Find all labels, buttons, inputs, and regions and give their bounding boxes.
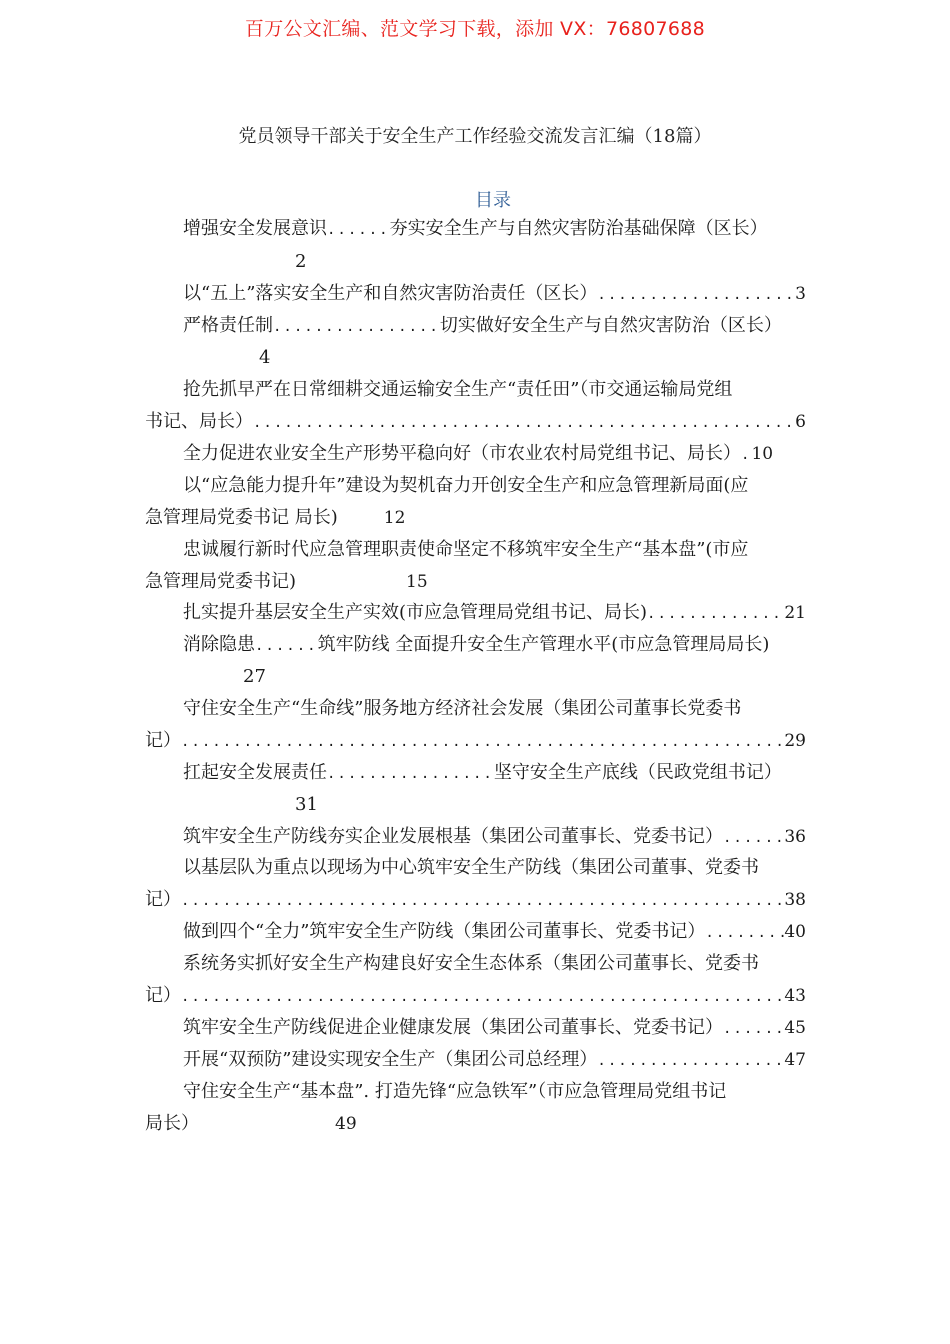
toc-entry-page: 15 bbox=[406, 572, 428, 592]
toc-entry-text-cont: 急管理局党委书记 局长) bbox=[145, 507, 338, 528]
toc-entry-text: 扛起安全发展责任 bbox=[183, 762, 327, 783]
toc-entry-7-cont[interactable] bbox=[145, 570, 806, 594]
toc-entry-text: 做到四个“全力”筑牢安全生产防线（集团公司董事长、党委书记） bbox=[183, 921, 706, 942]
toc-entry-page: 12 bbox=[383, 508, 406, 528]
toc-entry-text-cont: 夯实安全生产与自然灾害防治基础保障（区长） bbox=[389, 218, 768, 239]
leader-dots bbox=[723, 826, 784, 850]
toc-entry-page: 43 bbox=[784, 986, 806, 1006]
toc-entry-10-cont[interactable] bbox=[145, 729, 806, 754]
download-banner: 百万公文汇编、范文学习下载，添加 VX：76807688 bbox=[244, 18, 706, 40]
leader-dots bbox=[597, 1049, 784, 1073]
toc-entry-text: 消除隐患 bbox=[183, 634, 255, 655]
toc-entry-9-page: 27 bbox=[243, 666, 266, 687]
toc-entry-11-page: 31 bbox=[295, 794, 318, 815]
toc-entry-text-cont: 记） bbox=[145, 889, 181, 910]
toc-entry-7[interactable] bbox=[183, 538, 806, 562]
toc-entry-8[interactable] bbox=[183, 601, 806, 626]
toc-entry-1[interactable] bbox=[183, 217, 806, 242]
toc-entry-page: 47 bbox=[784, 1050, 806, 1070]
toc-entry-5[interactable] bbox=[183, 442, 806, 467]
leader-dots: ................ bbox=[273, 319, 440, 335]
toc-entry-4[interactable] bbox=[183, 378, 806, 402]
toc-entry-9[interactable] bbox=[183, 633, 806, 658]
toc-entry-1-page: 2 bbox=[295, 251, 307, 272]
toc-entry-11[interactable] bbox=[183, 761, 806, 786]
leader-dots bbox=[181, 985, 784, 1009]
toc-entry-page: 38 bbox=[784, 890, 806, 910]
toc-entry-13[interactable] bbox=[183, 856, 806, 880]
toc-entry-text: 筑牢安全生产防线夯实企业发展根基（集团公司董事长、党委书记） bbox=[183, 826, 723, 847]
toc-entry-4-cont[interactable] bbox=[145, 410, 806, 435]
toc-entry-text-cont: 记） bbox=[145, 730, 181, 751]
toc-entry-page: 3 bbox=[795, 284, 806, 304]
toc-entry-page: 29 bbox=[784, 731, 806, 751]
toc-entry-text: 以“应急能力提升年”建设为契机奋力开创安全生产和应急管理新局面(应 bbox=[183, 475, 749, 496]
toc-entry-3[interactable] bbox=[183, 314, 806, 339]
toc-entry-2[interactable] bbox=[183, 282, 806, 307]
toc-entry-text: 抢先抓早严在日常细耕交通运输安全生产“责任田”（市交通运输局党组 bbox=[183, 379, 733, 400]
toc-entry-13-cont[interactable] bbox=[145, 888, 806, 913]
toc-entry-10[interactable] bbox=[183, 697, 806, 721]
leader-dots bbox=[705, 921, 784, 945]
toc-entry-17[interactable] bbox=[183, 1048, 806, 1073]
toc-entry-text: 守住安全生产“生命线”服务地方经济社会发展（集团公司董事长党委书 bbox=[183, 698, 742, 719]
toc-entry-text: 增强安全发展意识 bbox=[183, 218, 327, 239]
toc-entry-page: 40 bbox=[784, 922, 806, 942]
toc-entry-text: 系统务实抓好安全生产构建良好安全生态体系（集团公司董事长、党委书 bbox=[183, 953, 759, 974]
toc-entry-16[interactable] bbox=[183, 1016, 806, 1041]
document-title: 党员领导干部关于安全生产工作经验交流发言汇编（18篇） bbox=[238, 126, 712, 147]
toc-entry-14[interactable] bbox=[183, 920, 806, 945]
toc-entry-text: 以“五上”落实安全生产和自然灾害防治责任（区长） bbox=[183, 283, 598, 304]
toc-entry-text-cont: 书记、局长） bbox=[145, 411, 253, 432]
toc-entry-text-cont: 局长） bbox=[145, 1113, 199, 1134]
toc-entry-text: 守住安全生产“基本盘”. 打造先锋“应急铁军”（市应急管理局党组书记 bbox=[183, 1081, 727, 1102]
toc-entry-text: 开展“双预防”建设实现安全生产（集团公司总经理） bbox=[183, 1049, 598, 1070]
toc-entry-text-cont: 筑牢防线 全面提升安全生产管理水平(市应急管理局局长) bbox=[317, 634, 770, 655]
leader-dots bbox=[647, 602, 784, 626]
toc-entry-page: 36 bbox=[784, 827, 806, 847]
toc-heading: 目录 bbox=[475, 190, 511, 211]
leader-dots bbox=[181, 889, 784, 913]
toc-entry-page: 10 bbox=[751, 444, 774, 464]
leader-dots: ................ bbox=[327, 766, 494, 782]
toc-entry-text: 筑牢安全生产防线促进企业健康发展（集团公司董事长、党委书记） bbox=[183, 1017, 723, 1038]
toc-entry-6[interactable] bbox=[183, 474, 806, 498]
leader-dots: ...... bbox=[327, 222, 390, 238]
toc-entry-text: 扎实提升基层安全生产实效(市应急管理局党组书记、局长) bbox=[183, 602, 648, 623]
leader-dots bbox=[253, 411, 795, 435]
toc-entry-text-cont: 急管理局党委书记) bbox=[145, 571, 297, 592]
toc-entry-6-cont[interactable] bbox=[145, 506, 806, 530]
toc-entry-page: 21 bbox=[784, 603, 806, 623]
toc-entry-text: 严格责任制 bbox=[183, 315, 273, 336]
toc-entry-15[interactable] bbox=[183, 952, 806, 976]
toc-entry-page: 49 bbox=[335, 1114, 357, 1134]
toc-entry-text: 忠诚履行新时代应急管理职责使命坚定不移筑牢安全生产“基本盘”(市应 bbox=[183, 539, 749, 560]
toc-entry-12[interactable] bbox=[183, 825, 806, 850]
leader-dots: . bbox=[741, 447, 752, 463]
toc-entry-text-cont: 坚守安全生产底线（民政党组书记） bbox=[493, 762, 782, 783]
leader-dots bbox=[723, 1017, 784, 1041]
toc-entry-text: 以基层队为重点以现场为中心筑牢安全生产防线（集团公司董事、党委书 bbox=[183, 857, 759, 878]
toc-entry-18-cont[interactable] bbox=[145, 1112, 806, 1136]
toc-entry-3-page: 4 bbox=[259, 347, 271, 368]
toc-entry-page: 6 bbox=[795, 412, 806, 432]
toc-entry-page: 45 bbox=[784, 1018, 806, 1038]
toc-entry-text-cont: 记） bbox=[145, 985, 181, 1006]
leader-dots bbox=[181, 730, 784, 754]
toc-entry-text-cont: 切实做好安全生产与自然灾害防治（区长） bbox=[439, 315, 782, 336]
toc-entry-18[interactable] bbox=[183, 1080, 806, 1104]
toc-entry-15-cont[interactable] bbox=[145, 984, 806, 1009]
toc-entry-text: 全力促进农业安全生产形势平稳向好（市农业农村局党组书记、局长） bbox=[183, 443, 741, 464]
leader-dots bbox=[597, 283, 795, 307]
leader-dots: ...... bbox=[255, 638, 318, 654]
